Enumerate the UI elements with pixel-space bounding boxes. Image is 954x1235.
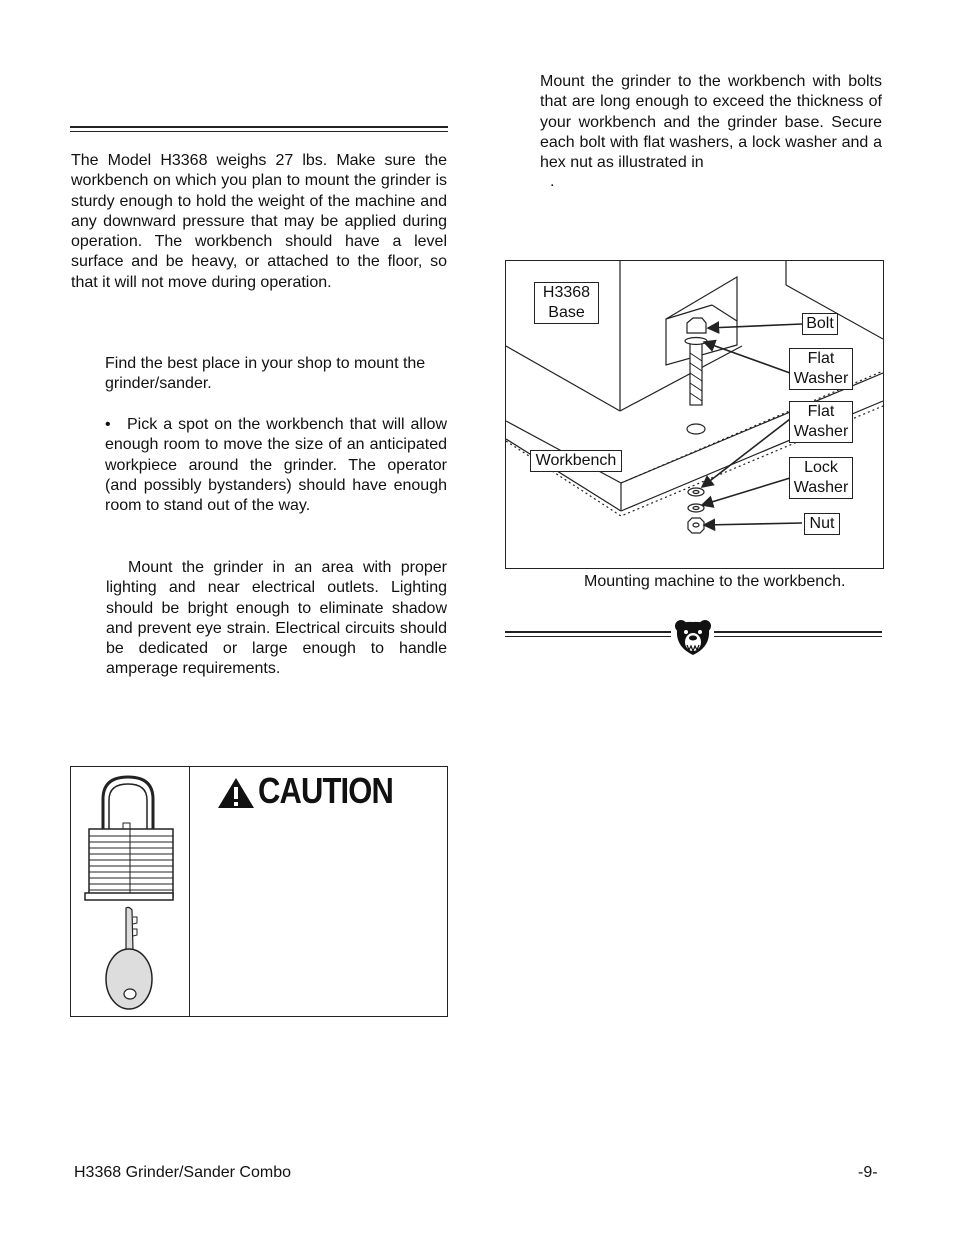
label-flat-washer-2 — [789, 401, 853, 443]
mount-paragraph: Mount the grinder to the workbench with bolts that are long enough to exceed the thickness of your workbench and the grinder base. Secure each bolt with flat washers, a lock washer and a hex nut as illustrated in — [540, 73, 882, 172]
label-lock-washer-line2: Washer — [793, 479, 849, 496]
divider-rule-left — [505, 631, 671, 637]
step-mount-area: Mount the grinder in an area with proper lighting and near electrical outlets. Lighting should be bright enough to eliminate shadow and prevent eye strain. Electrical circuits should be dedicated or large enough to handle amperage requirements. — [106, 559, 447, 678]
label-workbench: Workbench — [530, 450, 622, 472]
label-base-line2: Base — [548, 304, 585, 321]
label-lock-washer-line1: Lock — [804, 459, 838, 476]
label-flat-washer-1-line2: Washer — [793, 370, 849, 387]
divider-rule-right — [714, 631, 882, 637]
padlock-and-key-icon — [71, 767, 189, 1016]
footer-page-number: -9- — [858, 1164, 878, 1181]
caution-divider — [189, 767, 190, 1016]
label-flat-washer-2-line2: Washer — [793, 423, 849, 440]
section-header-rule — [70, 126, 448, 132]
bullet-text: Pick a spot on the workbench that will allow enough room to move the size of an anticipated workpiece around the grinder. The operator (and possibly bystanders) should have enough room to stand out of the way. — [105, 416, 447, 515]
bear-head-icon — [673, 617, 713, 657]
label-base — [534, 282, 599, 324]
bullet-marker: • — [105, 416, 111, 433]
label-flat-washer-1-line1: Flat — [807, 350, 835, 367]
figure-caption: Mounting machine to the workbench. — [584, 573, 846, 590]
mount-period: . — [550, 173, 555, 190]
warning-triangle-icon — [216, 776, 256, 810]
label-base-line1: H3368 — [542, 284, 591, 301]
intro-paragraph: The Model H3368 weighs 27 lbs. Make sure the workbench on which you plan to mount the grinder is sturdy enough to hold the weight of the machine and any downward pressure that may be applied during operation. The workbench should have a level surface and be heavy, or attached to the floor, so that it will not move during operation. — [71, 152, 447, 291]
label-flat-washer-2-line1: Flat — [807, 403, 835, 420]
caution-title: CAUTION — [258, 770, 394, 811]
label-flat-washer-1 — [789, 348, 853, 390]
label-lock-washer — [789, 457, 853, 499]
footer-title: H3368 Grinder/Sander Combo — [74, 1164, 292, 1181]
label-nut: Nut — [804, 513, 840, 535]
figure-frame — [505, 260, 884, 569]
step-find-spot: Find the best place in your shop to mount the grinder/sander. — [105, 355, 426, 393]
label-bolt: Bolt — [802, 313, 838, 335]
